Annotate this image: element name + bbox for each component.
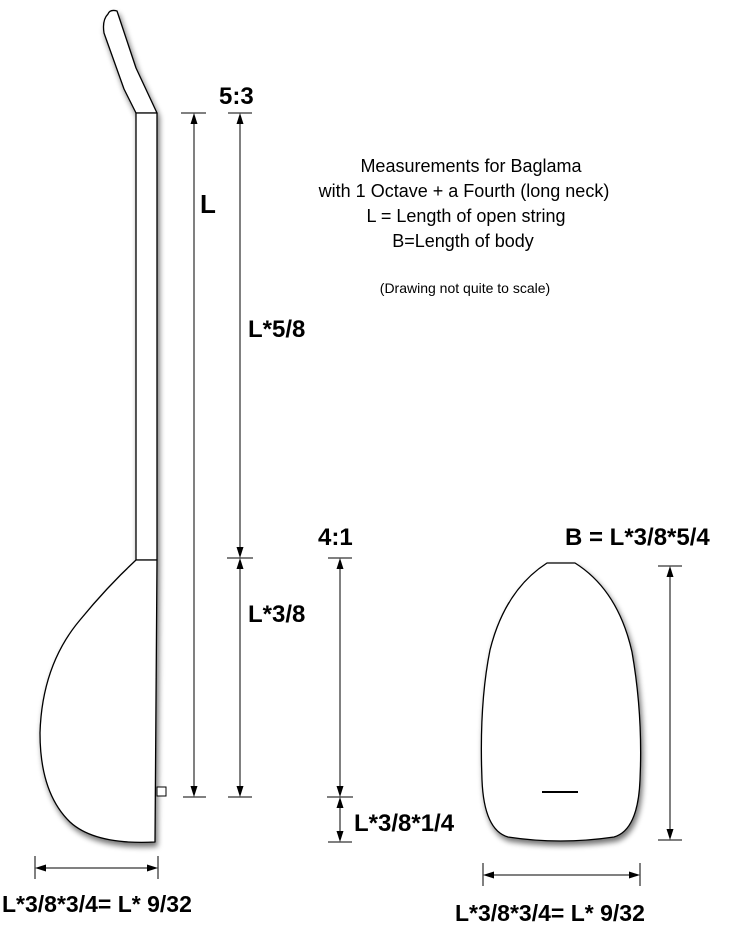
dimension-ratio-long bbox=[327, 558, 353, 797]
notes-line2: with 1 Octave + a Fourth (long neck) bbox=[318, 181, 610, 201]
width-right-label: L*3/8*3/4= L* 9/32 bbox=[455, 900, 645, 926]
dimension-width-left bbox=[35, 856, 158, 879]
small-part-label: L*3/8*1/4 bbox=[354, 810, 455, 837]
neck-length-label: L*5/8 bbox=[248, 316, 306, 343]
instrument-side-view bbox=[40, 10, 157, 842]
dimension-body-part bbox=[228, 558, 252, 797]
ratio-mid-label: 4:1 bbox=[318, 524, 353, 551]
body-formula-label: B = L*3/8*5/4 bbox=[565, 524, 710, 551]
dimension-width-right bbox=[483, 863, 640, 886]
neck bbox=[136, 113, 157, 560]
notes-line4: B=Length of body bbox=[392, 231, 534, 251]
instrument-body-top-view bbox=[481, 563, 640, 841]
dimension-body-length bbox=[658, 566, 682, 840]
scale-note: (Drawing not quite to scale) bbox=[379, 280, 551, 296]
headstock bbox=[104, 10, 158, 113]
notes-block bbox=[318, 156, 610, 296]
ratio-top-label: 5:3 bbox=[219, 83, 254, 110]
tail-pin bbox=[157, 787, 166, 796]
dimension-ratio-short bbox=[328, 797, 352, 842]
notes-title: Measurements for Baglama bbox=[360, 156, 582, 176]
body-side bbox=[40, 560, 157, 842]
notes-line3: L = Length of open string bbox=[366, 206, 566, 226]
body-part-label: L*3/8 bbox=[248, 601, 306, 628]
body-top bbox=[481, 563, 640, 841]
length-L-label: L bbox=[200, 189, 216, 219]
width-left-label: L*3/8*3/4= L* 9/32 bbox=[2, 891, 192, 917]
